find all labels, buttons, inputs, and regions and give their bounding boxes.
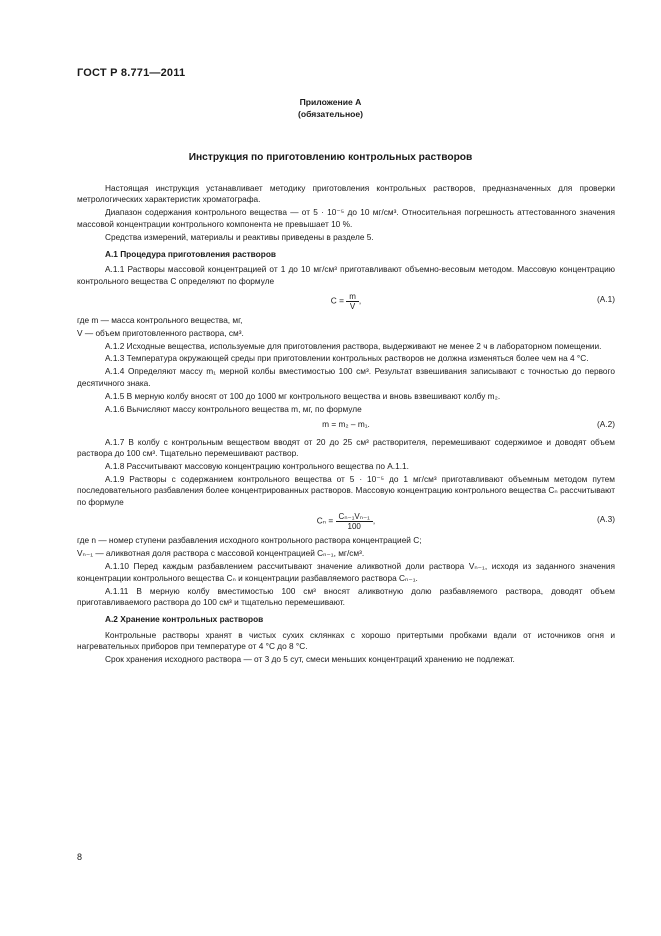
intro-paragraph: Диапазон содержания контрольного вещества — от 5 · 10⁻⁵ до 10 мг/см³. Относительная погрешность аттестованного значения массовой концентрации контрольного компонента не превышает 10 %. (77, 207, 615, 229)
clause-a-1-7: А.1.7 В колбу с контрольным веществом вводят от 20 до 25 см³ растворителя, перемешивают содержимое и доводят объем раствора до 100 см³. Тщательно перемешивают раствор. (77, 436, 615, 458)
fraction (336, 512, 376, 532)
section-heading-a2: А.2 Хранение контрольных растворов (105, 614, 264, 625)
clause-a-1-6: А.1.6 Вычисляют массу контрольного вещества m, мг, по формуле (105, 403, 362, 414)
formula-a1 (77, 289, 615, 311)
clause-a-1-11: А.1.11 В мерную колбу вместимостью 100 см³ вносят аликвотную долю разбавляемого раствора, доводят объем приготавливаемого раствора до 100 см³ и тщательно перемешивают. (77, 585, 615, 607)
clause-a-1-1: А.1.1 Растворы массовой концентрацией от 1 до 10 мг/см³ приготавливают объемно-весовым методом. Массовую концентрацию контрольного вещества C определяют по формуле (77, 264, 615, 286)
page-number: 8 (77, 852, 83, 862)
intro-paragraph: Настоящая инструкция устанавливает методику приготовления контрольных растворов, предназначенных для проверки метрологических характеристик хроматографа. (77, 183, 615, 205)
where-line: V — объем приготовленного раствора, см³. (77, 327, 244, 338)
numerator: m (346, 292, 359, 302)
clause-a-1-5: А.1.5 В мерную колбу вносят от 100 до 1000 мг контрольного вещества и вновь взвешивают колбу m₂. (105, 390, 501, 401)
formula-label: (A.2) (597, 418, 615, 429)
where-line: где m — масса контрольного вещества, мг, (77, 314, 243, 325)
section-heading-a1: А.1 Процедура приготовления растворов (105, 249, 276, 260)
instruction-title: Инструкция по приготовлению контрольных растворов (188, 152, 473, 163)
clause-a-1-2: А.1.2 Исходные вещества, используемые для приготовления раствора, выдерживают не менее 2 ч в лабораторном помещении. (105, 340, 602, 351)
formula-expression: m = m₂ – m₁. (322, 418, 370, 429)
denominator: V (349, 301, 356, 311)
document-body (77, 183, 615, 667)
denominator: 100 (347, 522, 361, 532)
storage-paragraph: Срок хранения исходного раствора — от 3 до 5 сут, смеси меньших концентраций хранению не подлежат. (105, 654, 515, 665)
clause-a-1-10: А.1.10 Перед каждым разбавлением рассчитывают значение аликвотной доли раствора Vₙ₋₁, исходя из заданного значения концентрации контрольного вещества Cₙ и концентрации разбавляемого раствора Cₙ₋₁. (77, 561, 615, 583)
formula-label: (A.1) (597, 293, 615, 304)
clause-a-1-8: А.1.8 Рассчитывают массовую концентрацию контрольного вещества по А.1.1. (105, 460, 409, 471)
standard-header: ГОСТ Р 8.771—2011 (77, 67, 186, 79)
where-line: Vₙ₋₁ — аликвотная доля раствора с массовой концентрацией Cₙ₋₁, мг/см³. (77, 548, 365, 559)
where-line: где n — номер ступени разбавления исходного контрольного раствора концентрацией C; (77, 535, 422, 546)
formula-tail: , (358, 295, 362, 306)
storage-paragraph: Контрольные растворы хранят в чистых сухих склянках с хорошо притертыми пробками вдали от источников огня и нагревательных приборов при температуре от 4 °С до 8 °С. (77, 629, 615, 652)
formula-tail: , (372, 516, 376, 527)
numerator: Cₙ₋₁Vₙ₋₁ (336, 512, 373, 522)
fraction (346, 291, 362, 311)
formula-a3 (77, 509, 615, 531)
formula-label: (A.3) (597, 514, 615, 525)
appendix-title: Приложение А (299, 97, 362, 107)
intro-paragraph: Средства измерений, материалы и реактивы приведены в разделе 5. (105, 231, 374, 242)
clause-a-1-9: А.1.9 Растворы с содержанием контрольного вещества от 5 · 10⁻⁵ до 1 мг/см³ приготавливают объемным методом путем последовательного разбавления более концентрированных растворов. Массовую концентрацию контрольного вещества Cₙ рассчитывают по формуле (77, 473, 615, 507)
clause-a-1-3: А.1.3 Температура окружающей среды при приготовлении контрольных растворов не должна изменяться более чем на 4 °С. (105, 353, 589, 364)
clause-a-1-4: А.1.4 Определяют массу m₁ мерной колбы вместимостью 100 см³. Результат взвешивания записывают с точностью до первого десятичного знака. (77, 366, 615, 388)
formula-lhs: Cₙ = (316, 516, 334, 527)
appendix-status: (обязательное) (297, 109, 364, 119)
formula-a2 (77, 417, 615, 433)
formula-lhs: C = (330, 295, 344, 306)
